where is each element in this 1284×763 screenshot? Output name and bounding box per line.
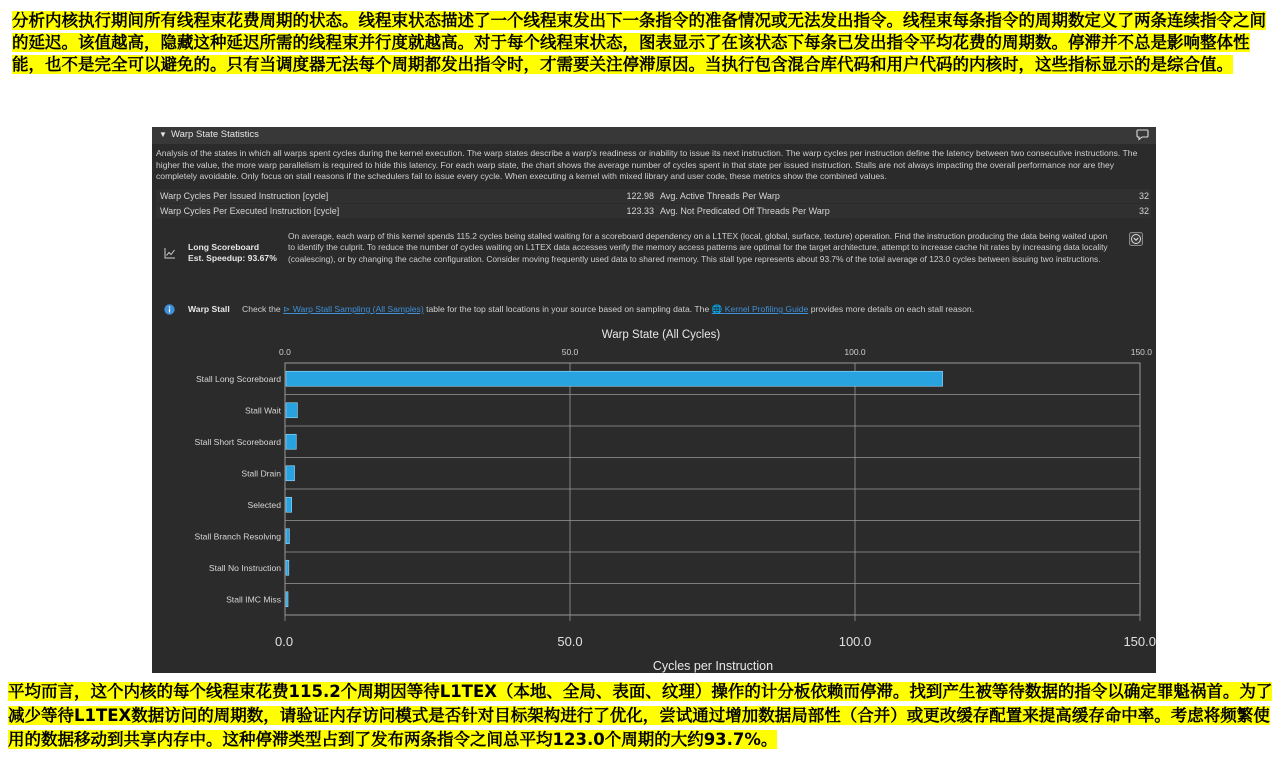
warp-stall-sampling-link[interactable]: ⊳ Warp Stall Sampling (All Samples) <box>283 304 424 314</box>
metric-label: Avg. Not Predicated Off Threads Per Warp <box>660 206 830 216</box>
tick-label-top: 0.0 <box>279 347 291 357</box>
section-description: Analysis of the states in which all warps spent cycles during the kernel execution. The warp states describe a warp's readiness or inability to issue its next instruction. The warp cycles per instruction define the latency between two consecutive instructions. The higher the value, the more warp parallelism is required to hide this latency. For each warp state, the chart shows the average number of cycles spent in that state per issued instruction. Stalls are not always impacting the overall performance nor are they completely avoidable. Only focus on stall reasons if the schedulers fail to issue every cycle. When executing a kernel with mixed library and user code, these metrics show the combined values. <box>156 148 1138 182</box>
warp-stall-text-post: provides more details on each stall reason. <box>808 304 975 314</box>
kernel-profiling-guide-link[interactable]: 🌐 Kernel Profiling Guide <box>711 304 809 314</box>
category-label: Stall IMC Miss <box>226 594 281 605</box>
translation-bottom: 平均而言，这个内核的每个线程束花费115.2个周期因等待L1TEX（本地、全局、表面、纹理）操作的计分板依赖而停滞。找到产生被等待数据的指令以确定罪魁祸首。为了减少等待L1TEX数据访问的周期数，请验证内存访问模式是否针对目标架构进行了优化，尝试通过增加数据局部性（合并）或更改缓存配置来提高缓存命中率。考虑将频繁使用的数据移动到共享内存中。这种停滞类型占到了发布两条指令之间总平均123.0个周期的大约93.7%。 <box>8 682 1273 749</box>
category-label: Stall Branch Resolving <box>194 531 281 542</box>
tick-label-top: 100.0 <box>844 347 866 357</box>
tick-label-bottom: 50.0 <box>557 634 583 649</box>
bar[interactable] <box>286 371 943 386</box>
warp-stall-text-mid: table for the top stall locations in your source based on sampling data. The <box>423 304 712 314</box>
section-title: Warp State Statistics <box>171 129 259 140</box>
bar[interactable] <box>286 592 288 607</box>
metric-label: Warp Cycles Per Executed Instruction [cycle] <box>160 206 340 216</box>
warp-state-chart <box>152 127 1156 673</box>
chart-grid <box>285 363 1140 621</box>
recommendation-title: Long Scoreboard <box>188 242 260 252</box>
bar[interactable] <box>286 434 296 449</box>
metric-label: Avg. Active Threads Per Warp <box>660 191 780 201</box>
tick-label-bottom: 100.0 <box>838 634 872 649</box>
category-label: Selected <box>247 499 281 510</box>
bar[interactable] <box>286 529 289 544</box>
warp-stall-text-pre: Check the <box>242 304 284 314</box>
metric-value: 122.98 <box>626 191 654 201</box>
category-label: Stall Long Scoreboard <box>195 373 281 384</box>
bar[interactable] <box>286 497 292 512</box>
chart-category-labels <box>195 374 282 605</box>
metric-value: 32 <box>1138 206 1149 216</box>
collapse-caret-icon[interactable]: ▼ <box>159 130 167 139</box>
tick-label-bottom: 0.0 <box>275 634 294 649</box>
translation-top: 分析内核执行期间所有线程束花费周期的状态。线程束状态描述了一个线程束发出下一条指令的准备情况或无法发出指令。线程束每条指令的周期数定义了两条连续指令之间的延迟。该值越高，隐藏这种延迟所需的线程束并行度就越高。对于每个线程束状态，图表显示了在该状态下每条已发出指令平均花费的周期数。停滞并不总是影响整体性能，也不是完全可以避免的。只有当调度器无法每个周期都发出指令时，才需要关注停滞原因。当执行包含混合库代码和用户代码的内核时，这些指标显示的是综合值。 <box>12 11 1266 74</box>
metric-value: 123.33 <box>626 206 654 216</box>
chart-x-axis-label: Cycles per Instruction <box>652 659 774 673</box>
tick-label-bottom: 150.0 <box>1123 634 1156 649</box>
metric-value: 32 <box>1138 191 1149 201</box>
tick-label-top: 50.0 <box>561 347 579 357</box>
warp-stall-title: Warp Stall <box>188 304 230 314</box>
metric-label: Warp Cycles Per Issued Instruction [cycle] <box>160 191 329 201</box>
chart-tick-labels <box>275 347 1156 649</box>
bar[interactable] <box>286 560 289 575</box>
recommendation-text: On average, each warp of this kernel spends 115.2 cycles being stalled waiting for a scoreboard dependency on a L1TEX (local, global, surface, texture) operation. Find the instruction producing the data being waited upon to identify the culprit. To reduce the number of cycles waiting on L1TEX data accesses verify the memory access patterns are optimal for the target architecture, attempt to increase cache hit rates by increasing data locality (coalescing), or by changing the cache configuration. Consider moving frequently used data to shared memory. This stall type represents about 93.7% of the total average of 123.0 cycles between issuing two instructions. <box>288 231 1108 264</box>
estimated-speedup: Est. Speedup: 93.67% <box>188 253 277 263</box>
category-label: Stall Short Scoreboard <box>194 436 281 447</box>
warp-state-statistics-panel <box>152 127 1156 673</box>
category-label: Stall Drain <box>241 468 281 479</box>
bar[interactable] <box>286 466 295 481</box>
category-label: Stall Wait <box>245 405 281 416</box>
chart-title: Warp State (All Cycles) <box>601 329 721 341</box>
bar[interactable] <box>286 403 297 418</box>
category-label: Stall No Instruction <box>208 562 281 573</box>
tick-label-top: 150.0 <box>1130 347 1152 357</box>
